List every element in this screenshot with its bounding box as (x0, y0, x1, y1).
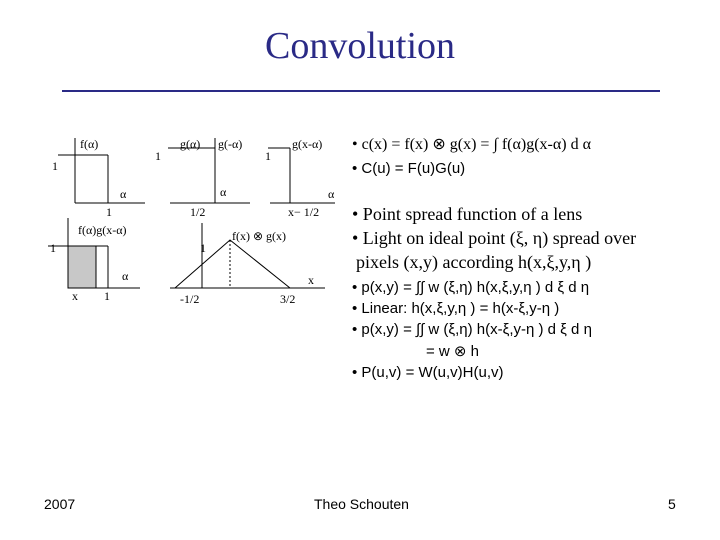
label-neg-half: -1/2 (180, 292, 200, 306)
footer-year: 2007 (44, 496, 76, 512)
label-alpha-a: α (120, 187, 127, 201)
bullet-light-spread-cont: pixels (x,y) according h(x,ξ,y,η ) (356, 252, 592, 272)
overlap-area (68, 246, 96, 288)
triangle-result (175, 240, 290, 288)
label-one-g: 1 (200, 241, 206, 255)
label-alpha-b: α (220, 185, 227, 199)
label-g-x-minus-alpha: g(x-α) (292, 137, 323, 151)
label-x-b: x (308, 273, 314, 287)
label-one-c: 1 (155, 149, 161, 163)
bullet-psf: • Point spread function of a lens (352, 204, 583, 224)
bullet-pxy-linear: • p(x,y) = ∫∫ w (ξ,η) h(x-ξ,y-η ) d ξ d η (352, 321, 592, 338)
label-alpha-d: α (122, 269, 129, 283)
footer-page-number: 5 (668, 496, 676, 512)
label-f-alpha: f(α) (80, 137, 99, 151)
footer-author: Theo Schouten (314, 496, 409, 512)
label-alpha-c: α (328, 187, 335, 201)
slide-title: Convolution (264, 25, 456, 67)
label-three-half: 3/2 (280, 292, 296, 306)
label-g-alpha: g(α) (180, 137, 201, 151)
bullet-w-conv-h: = w ⊗ h (426, 343, 480, 360)
bullet-fourier-product: • C(u) = F(u)G(u) (352, 160, 466, 177)
bullet-light-spread: • Light on ideal point (ξ, η) spread over (352, 228, 637, 248)
bullet-linear: • Linear: h(x,ξ,y,η ) = h(x-ξ,y-η ) (352, 300, 560, 317)
label-conv: f(x) ⊗ g(x) (232, 229, 287, 243)
bullet-puv: • P(u,v) = W(u,v)H(u,v) (352, 364, 504, 381)
label-f-times-g: f(α)g(x-α) (78, 223, 127, 237)
bullet-pxy-general: • p(x,y) = ∫∫ w (ξ,η) h(x,ξ,y,η ) d ξ d η (352, 279, 590, 296)
label-one-a: 1 (52, 159, 58, 173)
label-one-d: 1 (265, 149, 271, 163)
label-g-neg-alpha: g(-α) (218, 137, 243, 151)
label-one-b: 1 (106, 205, 112, 219)
label-x-minus-half: x− 1/2 (288, 205, 320, 219)
title-underline (62, 90, 660, 92)
label-one-f: 1 (104, 289, 110, 303)
convolution-figure (40, 128, 350, 308)
bullet-convolution-def: • c(x) = f(x) ⊗ g(x) = ∫ f(α)g(x-α) d α (352, 136, 591, 153)
label-x-a: x (72, 289, 78, 303)
label-one-e: 1 (50, 241, 56, 255)
label-half-a: 1/2 (190, 205, 206, 219)
